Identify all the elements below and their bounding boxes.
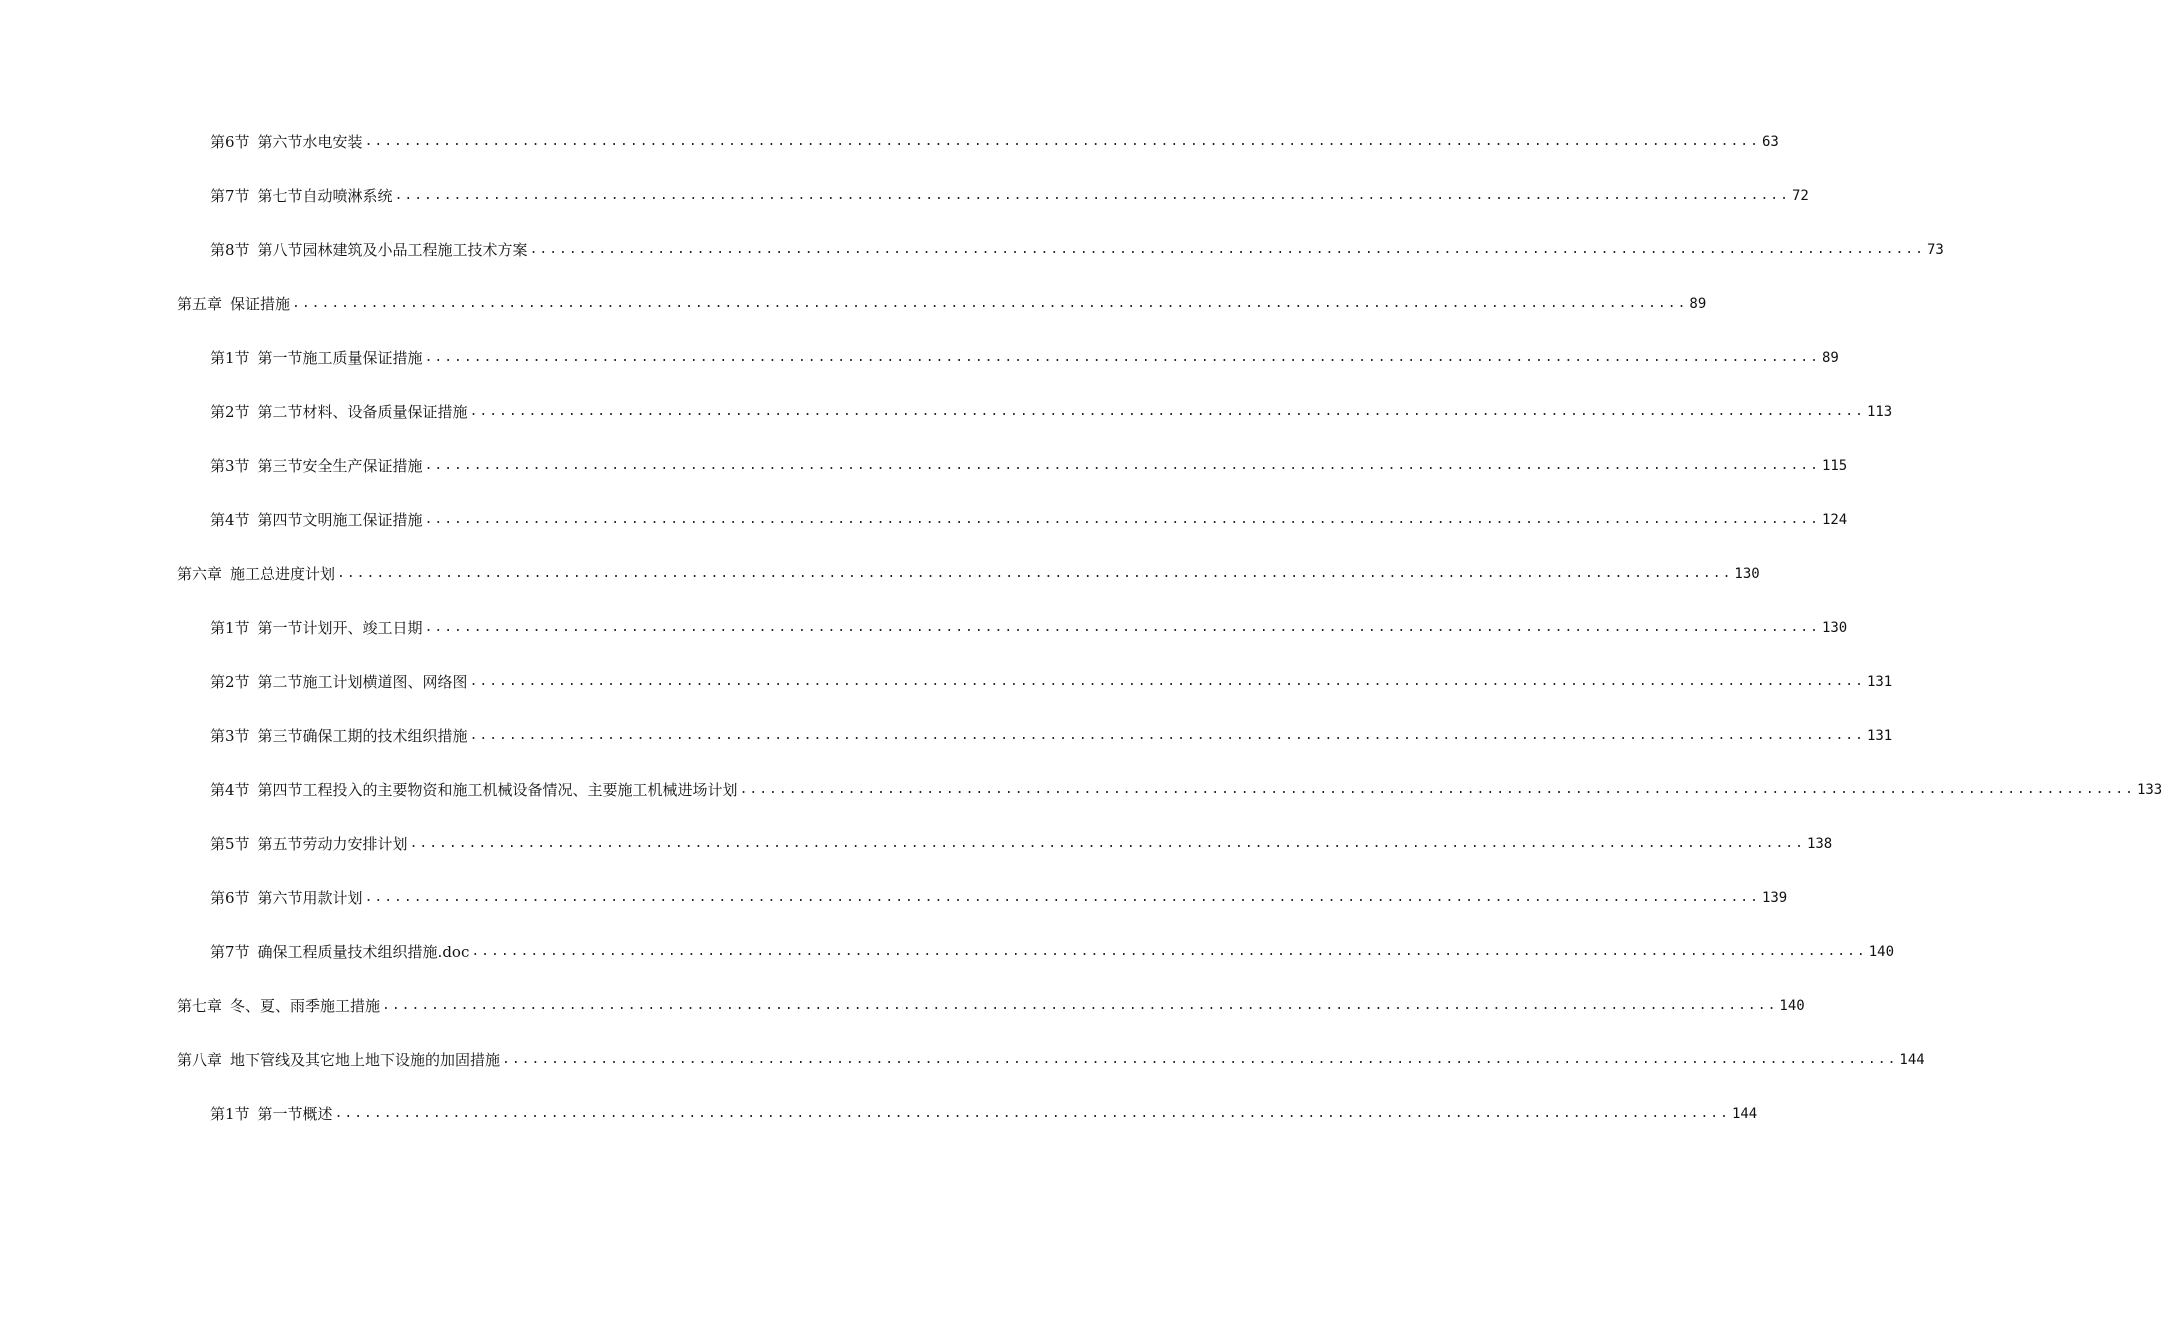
entry-page-number: 140 xyxy=(1779,998,1805,1014)
entry-title: 施工总进度计划 xyxy=(230,565,336,583)
dot-leader: .............................................................................................................................................. xyxy=(292,296,1688,311)
entry-number: 第2节 xyxy=(210,673,250,691)
entry-title: 确保工程质量技术组织措施.doc xyxy=(257,943,470,961)
dot-leader: .............................................................................................................................................. xyxy=(394,188,1790,203)
entry-page-number: 144 xyxy=(1731,1106,1758,1122)
entry-page-number: 124 xyxy=(1821,512,1848,528)
toc-entry[interactable] xyxy=(210,235,1944,259)
entry-number: 第3节 xyxy=(210,457,250,475)
entry-number: 第7节 xyxy=(210,943,250,961)
toc-entry[interactable] xyxy=(210,883,1788,907)
toc-entry[interactable] xyxy=(210,775,2162,799)
entry-title: 第五节劳动力安排计划 xyxy=(257,835,408,853)
entry-number: 第3节 xyxy=(210,727,250,745)
entry-page-number: 139 xyxy=(1761,890,1788,906)
entry-number: 第六章 xyxy=(177,565,223,583)
dot-leader: .............................................................................................................................................. xyxy=(469,728,1865,743)
entry-title: 地下管线及其它地上地下设施的加固措施 xyxy=(230,1051,501,1069)
dot-leader: .............................................................................................................................................. xyxy=(424,620,1820,635)
entry-title: 第四节工程投入的主要物资和施工机械设备情况、主要施工机械进场计划 xyxy=(257,781,738,799)
entry-title: 第一节概述 xyxy=(257,1105,333,1123)
toc-entry[interactable] xyxy=(210,127,1779,151)
entry-title: 第一节计划开、竣工日期 xyxy=(257,619,423,637)
entry-page-number: 131 xyxy=(1866,674,1893,690)
entry-page-number: 89 xyxy=(1821,350,1839,366)
entry-number: 第4节 xyxy=(210,781,250,799)
toc-entry[interactable] xyxy=(177,289,1707,313)
entry-number: 第8节 xyxy=(210,241,250,259)
toc-entry[interactable] xyxy=(177,559,1760,583)
entry-page-number: 63 xyxy=(1761,134,1779,150)
dot-leader: .............................................................................................................................................. xyxy=(364,134,1760,149)
dot-leader: .............................................................................................................................................. xyxy=(424,512,1820,527)
dot-leader: .............................................................................................................................................. xyxy=(424,350,1820,365)
entry-page-number: 72 xyxy=(1791,188,1809,204)
entry-number: 第五章 xyxy=(177,295,223,313)
dot-leader: .............................................................................................................................................. xyxy=(502,1052,1898,1067)
entry-title: 第三节确保工期的技术组织措施 xyxy=(257,727,468,745)
entry-page-number: 115 xyxy=(1821,458,1848,474)
toc-entry[interactable] xyxy=(210,667,1893,691)
entry-page-number: 73 xyxy=(1926,242,1944,258)
toc-entry[interactable] xyxy=(210,613,1848,637)
dot-leader: .............................................................................................................................................. xyxy=(382,998,1778,1013)
entry-number: 第1节 xyxy=(210,1105,250,1123)
toc-entry[interactable] xyxy=(210,1099,1758,1123)
toc-entry[interactable] xyxy=(210,829,1833,853)
toc-entry[interactable] xyxy=(210,937,1895,961)
dot-leader: .............................................................................................................................................. xyxy=(469,674,1865,689)
entry-page-number: 144 xyxy=(1899,1052,1925,1068)
entry-page-number: 130 xyxy=(1821,620,1848,636)
entry-page-number: 133 xyxy=(2136,782,2162,798)
entry-number: 第7节 xyxy=(210,187,250,205)
toc-entry[interactable] xyxy=(210,181,1809,205)
entry-number: 第5节 xyxy=(210,835,250,853)
entry-title: 第二节材料、设备质量保证措施 xyxy=(257,403,468,421)
entry-title: 第四节文明施工保证措施 xyxy=(257,511,423,529)
entry-number: 第1节 xyxy=(210,619,250,637)
dot-leader: .............................................................................................................................................. xyxy=(334,1106,1730,1121)
toc-entry[interactable] xyxy=(177,991,1805,1015)
entry-title: 第七节自动喷淋系统 xyxy=(257,187,393,205)
entry-number: 第1节 xyxy=(210,349,250,367)
entry-number: 第七章 xyxy=(177,997,223,1015)
dot-leader: .............................................................................................................................................. xyxy=(469,404,1865,419)
entry-number: 第6节 xyxy=(210,133,250,151)
toc-entry[interactable] xyxy=(210,721,1893,745)
entry-title: 第三节安全生产保证措施 xyxy=(257,457,423,475)
toc-entry[interactable] xyxy=(210,505,1848,529)
entry-page-number: 113 xyxy=(1866,404,1893,420)
dot-leader: .............................................................................................................................................. xyxy=(409,836,1805,851)
toc-entry[interactable] xyxy=(210,397,1893,421)
entry-page-number: 130 xyxy=(1734,566,1760,582)
entry-title: 第六节用款计划 xyxy=(257,889,363,907)
toc-entry[interactable] xyxy=(177,1045,1925,1069)
dot-leader: .............................................................................................................................................. xyxy=(739,782,2135,797)
toc-entry[interactable] xyxy=(210,451,1848,475)
entry-page-number: 89 xyxy=(1689,296,1707,312)
entry-page-number: 138 xyxy=(1806,836,1833,852)
entry-title: 第一节施工质量保证措施 xyxy=(257,349,423,367)
dot-leader: .............................................................................................................................................. xyxy=(364,890,1760,905)
entry-number: 第八章 xyxy=(177,1051,223,1069)
entry-title: 第二节施工计划横道图、网络图 xyxy=(257,673,468,691)
dot-leader: .............................................................................................................................................. xyxy=(424,458,1820,473)
toc-entry[interactable] xyxy=(210,343,1839,367)
entry-page-number: 131 xyxy=(1866,728,1893,744)
dot-leader: .............................................................................................................................................. xyxy=(471,944,1867,959)
dot-leader: .............................................................................................................................................. xyxy=(529,242,1925,257)
entry-title: 冬、夏、雨季施工措施 xyxy=(230,997,381,1015)
entry-title: 保证措施 xyxy=(230,295,291,313)
entry-title: 第六节水电安装 xyxy=(257,133,363,151)
entry-title: 第八节园林建筑及小品工程施工技术方案 xyxy=(257,241,528,259)
entry-number: 第4节 xyxy=(210,511,250,529)
entry-number: 第2节 xyxy=(210,403,250,421)
dot-leader: .............................................................................................................................................. xyxy=(337,566,1733,581)
entry-page-number: 140 xyxy=(1868,944,1895,960)
entry-number: 第6节 xyxy=(210,889,250,907)
